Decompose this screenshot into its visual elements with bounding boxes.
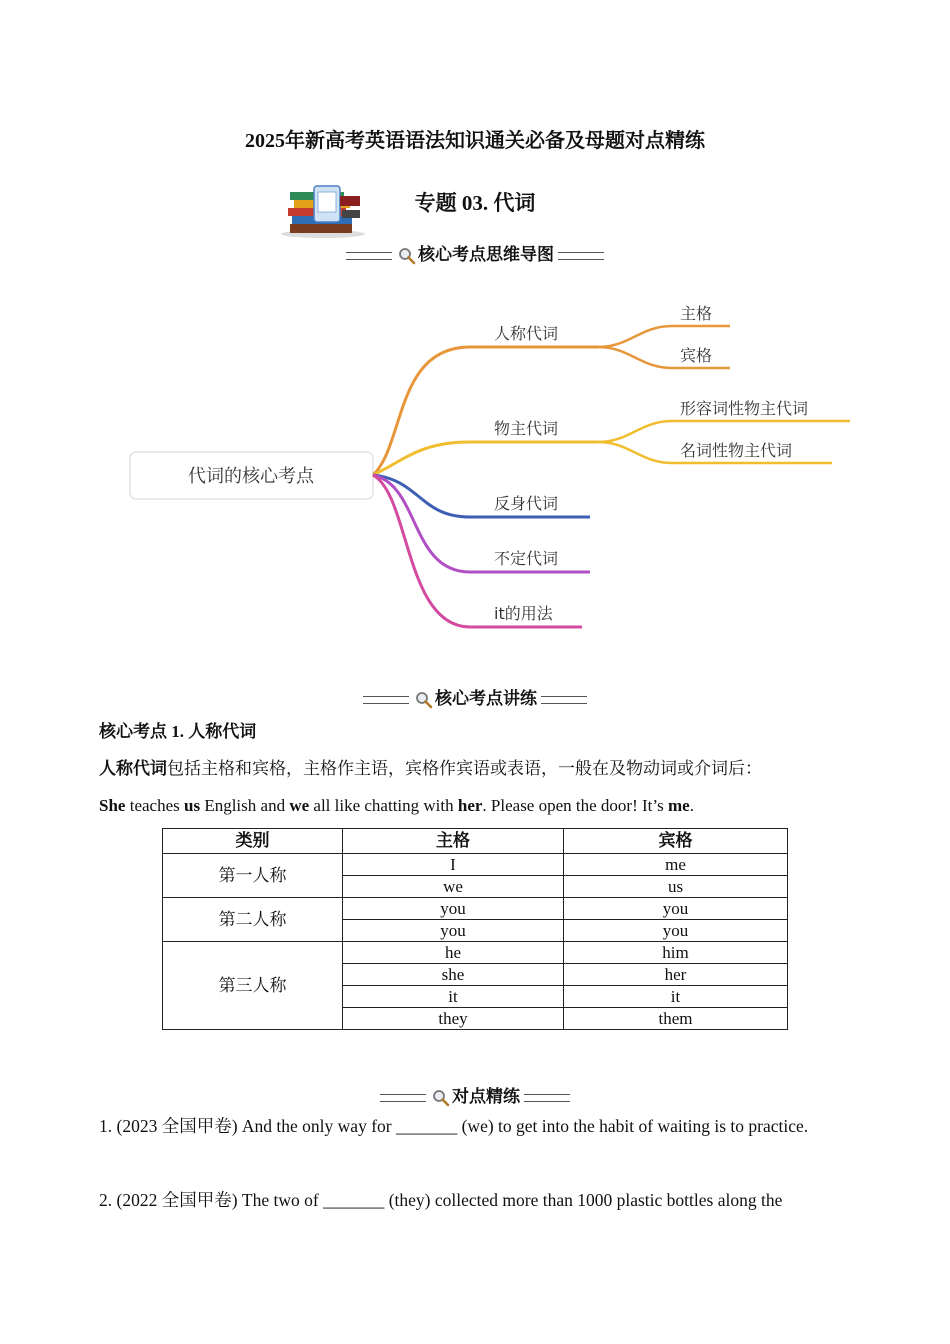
example-me: me (667, 796, 690, 815)
mind-map (0, 285, 950, 645)
branch-line-adjective-possessive (598, 421, 850, 442)
magnifier-icon (415, 691, 433, 709)
nominative-cell: it (343, 986, 564, 1008)
example-text: . Please open the door! It’s (482, 796, 668, 815)
question-1 (99, 1108, 859, 1145)
objective-cell: us (564, 876, 788, 898)
heading-rule-left (363, 696, 409, 704)
leaf-objective: 宾格 (680, 346, 713, 365)
branch-reflexive-pronoun: 反身代词 (494, 494, 559, 513)
point-description (99, 758, 762, 780)
example-sentence (99, 795, 694, 817)
magnifier-icon (398, 247, 416, 265)
question-text: 2. (2022 全国甲卷) The two of (99, 1190, 324, 1210)
nominative-cell: she (343, 964, 564, 986)
objective-cell: it (564, 986, 788, 1008)
nominative-cell: you (343, 920, 564, 942)
section-heading-mindmap (0, 240, 950, 265)
table-row (163, 942, 788, 964)
heading-rule-left (380, 1094, 426, 1102)
answer-blank[interactable]: _______ (323, 1190, 385, 1210)
branch-line-nominative (598, 326, 730, 347)
heading-rule-right (558, 252, 604, 260)
branch-personal-pronoun: 人称代词 (494, 324, 559, 343)
objective-cell: them (564, 1008, 788, 1030)
header-objective: 宾格 (564, 829, 788, 854)
document-title: 2025年新高考英语语法知识通关必备及母题对点精练 (245, 130, 705, 152)
objective-cell: you (564, 898, 788, 920)
objective-cell: me (564, 854, 788, 876)
heading-rule-right (541, 696, 587, 704)
header-category: 类别 (163, 829, 343, 854)
section-heading-lecture (0, 684, 950, 709)
nominative-cell: I (343, 854, 564, 876)
example-us: us (184, 796, 201, 815)
objective-cell: him (564, 942, 788, 964)
section-heading-lecture-label: 核心考点讲练 (435, 689, 537, 708)
heading-rule-right (524, 1094, 570, 1102)
question-text: 1. (2023 全国甲卷) And the only way for (99, 1116, 396, 1136)
header-nominative: 主格 (343, 829, 564, 854)
branch-possessive-pronoun: 物主代词 (494, 419, 559, 438)
answer-blank[interactable]: _______ (395, 1116, 458, 1136)
branch-indefinite-pronoun: 不定代词 (494, 549, 559, 568)
magnifier-icon (432, 1089, 450, 1107)
example-text: teaches (125, 796, 184, 815)
personal-pronoun-table (162, 828, 788, 1030)
question-text: (they) collected more than 1000 plastic bottles along the (384, 1190, 783, 1210)
leaf-nominative: 主格 (680, 304, 713, 323)
leaf-adjective-possessive: 形容词性物主代词 (680, 399, 809, 418)
branch-line-possessive (373, 442, 598, 475)
category-cell: 第二人称 (163, 898, 343, 942)
table-row (163, 898, 788, 920)
example-text: . (689, 796, 694, 815)
leaf-noun-possessive: 名词性物主代词 (680, 441, 793, 460)
example-we: we (289, 796, 310, 815)
point-desc-text: 包括主格和宾格，主格作主语，宾格作宾语或表语，一般在及物动词或介词后： (167, 759, 762, 778)
table-header-row (163, 829, 788, 854)
nominative-cell: we (343, 876, 564, 898)
branch-it-usage: it的用法 (494, 604, 553, 623)
heading-rule-left (346, 252, 392, 260)
point-heading: 核心考点 1. 人称代词 (99, 722, 257, 741)
section-heading-practice (0, 1082, 950, 1107)
question-text: (we) to get into the habit of waiting is to practice. (457, 1116, 809, 1136)
nominative-cell: you (343, 898, 564, 920)
nominative-cell: they (343, 1008, 564, 1030)
point-term: 人称代词 (99, 759, 167, 778)
objective-cell: her (564, 964, 788, 986)
category-cell: 第一人称 (163, 854, 343, 898)
example-her: her (457, 796, 483, 815)
objective-cell: you (564, 920, 788, 942)
nominative-cell: he (343, 942, 564, 964)
section-heading-mindmap-label: 核心考点思维导图 (418, 245, 554, 264)
document-subtitle: 专题 03. 代词 (414, 191, 536, 215)
example-she: She (99, 796, 126, 815)
example-text: all like chatting with (309, 796, 458, 815)
mind-map-root: 代词的核心考点 (188, 466, 314, 487)
section-heading-practice-label: 对点精练 (452, 1087, 520, 1106)
category-cell: 第三人称 (163, 942, 343, 1030)
table-row (163, 854, 788, 876)
question-2 (99, 1182, 869, 1219)
example-text: English and (200, 796, 290, 815)
